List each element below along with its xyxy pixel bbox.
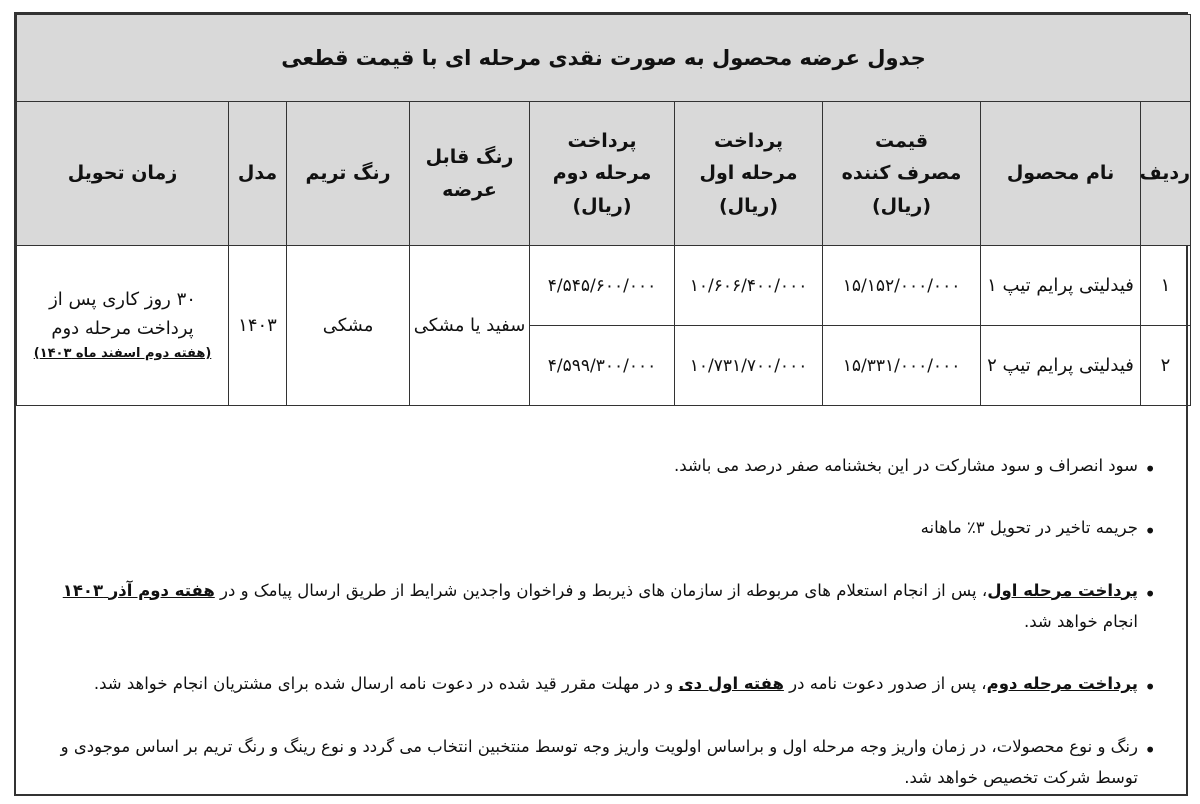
header-row-index: ردیف: [1141, 102, 1191, 246]
notes-section: [16, 406, 1186, 793]
product-name: فیدلیتی پرایم تیپ ۱: [981, 246, 1141, 326]
second-payment: ۴/۵۹۹/۳۰۰/۰۰۰: [530, 326, 675, 406]
product-name: فیدلیتی پرایم تیپ ۲: [981, 326, 1141, 406]
product-table: [16, 14, 1191, 406]
header-trim-color: رنگ تریم: [287, 102, 410, 246]
note-item: • رنگ و نوع محصولات، در زمان واریز وجه مرحله اول و براساس اولویت واریز وجه توسط منتخبین انتخاب می گردد و نوع رینگ و رنگ تریم بر اساس موجودی و توسط شرکت تخصیص خواهد شد.: [36, 731, 1138, 794]
note-item: • پرداخت مرحله اول، پس از انجام استعلام های مربوطه از سازمان های ذیربط و فراخوان واجدین شرایط از طریق ارسال پیامک و در هفته دوم آذر ۱۴۰۳ انجام خواهد شد.: [36, 575, 1138, 638]
delivery-time: ۳۰ روز کاری پس از پرداخت مرحله دوم (هفته دوم اسفند ماه ۱۴۰۳): [17, 246, 229, 406]
delivery-note: (هفته دوم اسفند ماه ۱۴۰۳): [33, 345, 212, 361]
first-payment: ۱۰/۶۰۶/۴۰۰/۰۰۰: [675, 246, 823, 326]
header-available-color: رنگ قابل عرضه: [410, 102, 530, 246]
second-payment: ۴/۵۴۵/۶۰۰/۰۰۰: [530, 246, 675, 326]
note-item: • جریمه تاخیر در تحویل ۳٪ ماهانه: [36, 512, 1138, 543]
first-payment: ۱۰/۷۳۱/۷۰۰/۰۰۰: [675, 326, 823, 406]
note-item: • پرداخت مرحله دوم، پس از صدور دعوت نامه در هفته اول دی و در مهلت مقرر قید شده در دعوت نامه ارسال شده برای مشتریان انجام خواهد شد.: [36, 668, 1138, 699]
row-index: ۱: [1141, 246, 1191, 326]
consumer-price: ۱۵/۱۵۲/۰۰۰/۰۰۰: [823, 246, 981, 326]
trim-color: مشکی: [287, 246, 410, 406]
available-color: سفید یا مشکی: [410, 246, 530, 406]
consumer-price: ۱۵/۳۳۱/۰۰۰/۰۰۰: [823, 326, 981, 406]
header-model: مدل: [229, 102, 287, 246]
header-product-name: نام محصول: [981, 102, 1141, 246]
table-row: [17, 246, 1191, 326]
row-index: ۲: [1141, 326, 1191, 406]
table-title: جدول عرضه محصول به صورت نقدی مرحله ای با قیمت قطعی: [17, 15, 1191, 102]
header-consumer-price: قیمت مصرف کننده (ریال): [823, 102, 981, 246]
header-second-payment: پرداخت مرحله دوم (ریال): [530, 102, 675, 246]
document-frame: [14, 12, 1191, 796]
header-delivery-time: زمان تحویل: [17, 102, 229, 246]
header-row: [17, 102, 1191, 246]
model-year: ۱۴۰۳: [229, 246, 287, 406]
header-first-payment: پرداخت مرحله اول (ریال): [675, 102, 823, 246]
note-item: • سود انصراف و سود مشارکت در این بخشنامه صفر درصد می باشد.: [36, 450, 1138, 481]
